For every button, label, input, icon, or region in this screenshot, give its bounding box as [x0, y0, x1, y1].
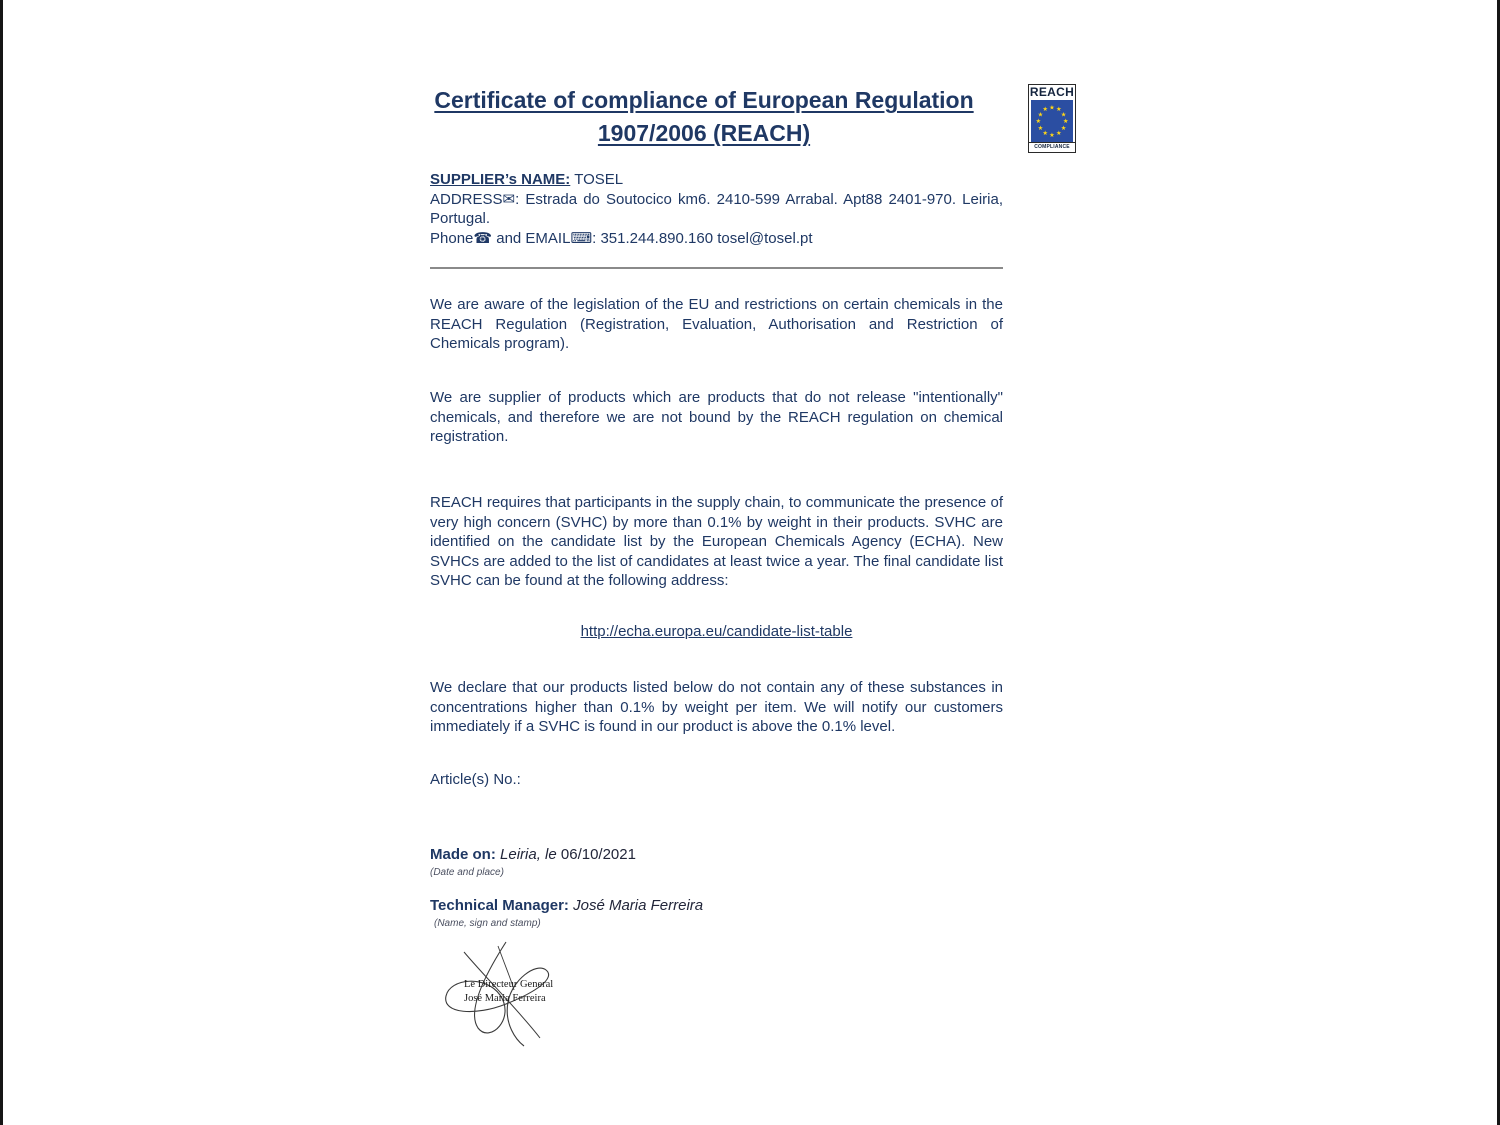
supplier-name-value: TOSEL — [570, 171, 624, 188]
technical-manager-line — [430, 896, 1003, 916]
paragraph-supplier-statement: We are supplier of products which are products that do not release "intentionally" chemicals, and therefore we are not bound by the REACH regulation on chemical registration. — [430, 389, 1003, 445]
address-value: : Estrada do Soutocico km6. 2410-599 Arrabal. Apt88 2401-970. Leiria, Portugal. — [430, 190, 1003, 227]
supplier-address-line — [430, 190, 1003, 229]
svg-text:★: ★ — [1042, 106, 1049, 114]
paragraph-declaration: We declare that our products listed below do not contain any of these substances in concentrations higher than 0.1% by weight per item. We will notify our customers immediately if a SVHC is found in our product is above the 0.1% level. — [430, 679, 1003, 735]
reach-compliance-logo — [1028, 84, 1076, 153]
svg-text:★: ★ — [1062, 118, 1069, 126]
articles-label: Article(s) No.: — [430, 771, 521, 788]
svg-text:★: ★ — [1035, 118, 1042, 126]
supplier-name-line — [430, 170, 1003, 190]
made-on-place: Leiria, le — [495, 846, 561, 863]
reach-logo-title: REACH — [1029, 85, 1075, 99]
reach-logo-caption: COMPLIANCE — [1029, 142, 1075, 152]
technical-manager-label: Technical Manager: — [430, 897, 569, 914]
phone-label: Phone — [430, 229, 474, 247]
svg-text:★: ★ — [1055, 106, 1062, 114]
date-place-note: (Date and place) — [430, 867, 504, 878]
svg-text:★: ★ — [1042, 129, 1049, 137]
svg-text:★: ★ — [1060, 111, 1067, 119]
signature-text — [464, 978, 553, 1006]
svg-text:★: ★ — [1060, 124, 1067, 132]
title-line-1: Certificate of compliance of European Regulation — [434, 87, 974, 113]
svg-text:★: ★ — [1049, 131, 1055, 139]
svg-text:★: ★ — [1037, 111, 1044, 119]
signature-line-2: José Maria Ferreira — [464, 993, 546, 1004]
candidate-list-link-row — [430, 622, 1003, 642]
supplier-contact-line — [430, 229, 1003, 249]
name-sign-stamp-note: (Name, sign and stamp) — [434, 918, 541, 929]
address-label: ADDRESS — [430, 190, 503, 208]
supplier-block — [430, 170, 1003, 248]
contact-value: : 351.244.890.160 tosel@tosel.pt — [592, 229, 813, 247]
made-on-label: Made on: — [430, 846, 496, 863]
supplier-name-label: SUPPLIER’s NAME: — [430, 171, 571, 188]
email-label: and EMAIL — [492, 229, 571, 247]
horizontal-divider — [430, 267, 1003, 269]
technical-manager-value: José Maria Ferreira — [568, 897, 704, 914]
made-on-date: 06/10/2021 — [560, 846, 636, 863]
signature-line-1: Le Directeur General — [464, 979, 554, 990]
svg-text:★: ★ — [1049, 104, 1055, 112]
signature-block — [428, 940, 598, 1055]
paragraph-reach-requirements: REACH requires that participants in the supply chain, to communicate the presence of very high concern (SVHC) by more than 0.1% by weight in their products. SVHC are identified on the candidate list by the European Chemicals Agency (ECHA). New SVHCs are added to the list of candidates at least twice a year. The final candidate list SVHC can be found at the following address: — [430, 494, 1003, 589]
email-device-icon: ⌨ — [570, 229, 593, 247]
svg-text:★: ★ — [1037, 124, 1044, 132]
made-on-line — [430, 845, 1003, 865]
document-title — [404, 84, 1004, 150]
eu-flag-stars-icon — [1030, 100, 1074, 142]
title-line-2: 1907/2006 (REACH) — [597, 120, 811, 146]
phone-icon: ☎ — [473, 229, 493, 247]
svg-text:★: ★ — [1055, 129, 1062, 137]
candidate-list-link[interactable]: http://echa.europa.eu/candidate-list-table — [580, 623, 853, 640]
scan-edge-left — [0, 0, 3, 1125]
envelope-icon: ✉ — [502, 190, 516, 208]
paragraph-awareness: We are aware of the legislation of the EU and restrictions on certain chemicals in the REACH Regulation (Registration, Evaluation, Authorisation and Restriction of Chemicals program). — [430, 296, 1003, 352]
